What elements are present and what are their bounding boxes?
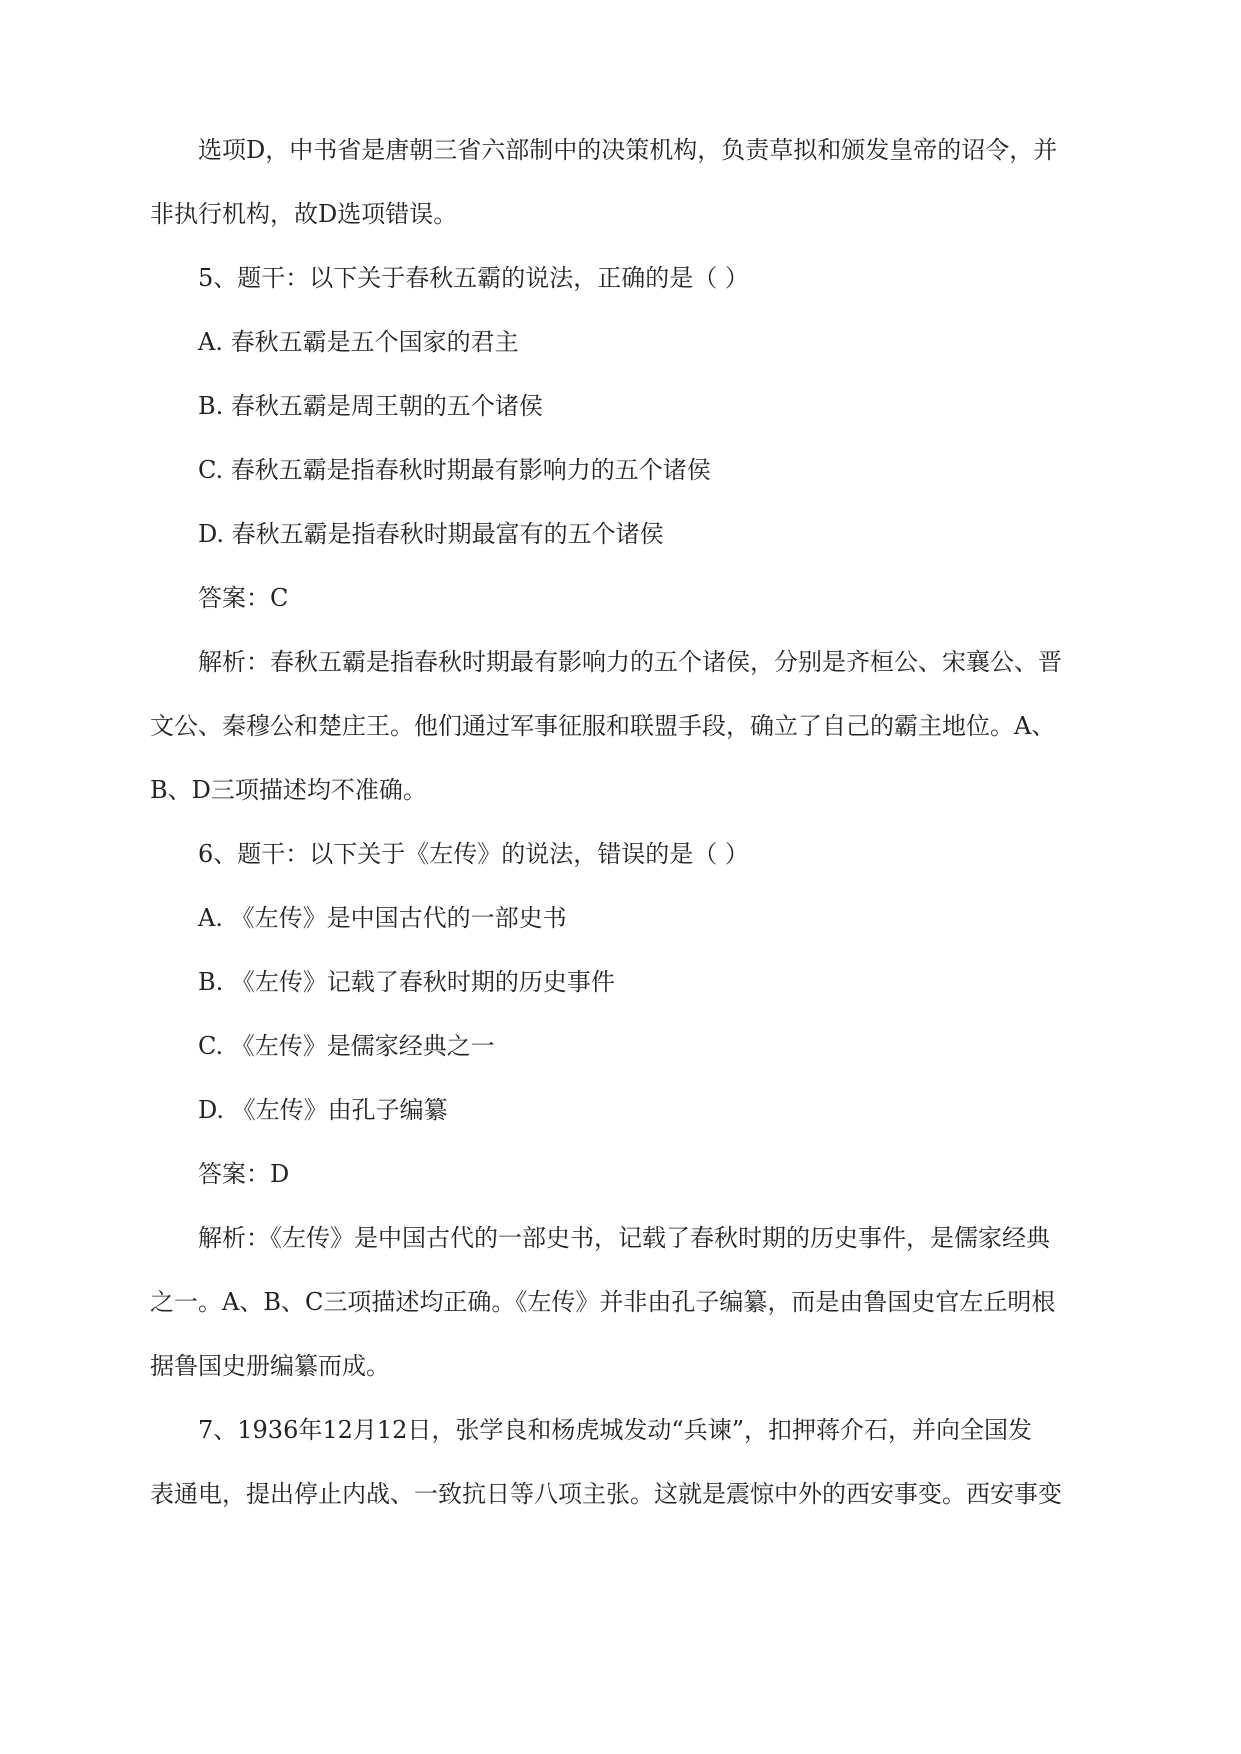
question-stem: 6、题干：以下关于《左传》的说法，错误的是（ ） (198, 840, 749, 868)
question-stem: 5、题干：以下关于春秋五霸的说法，正确的是（ ） (198, 264, 749, 292)
analysis-line: 解析：春秋五霸是指春秋时期最有影响力的五个诸侯，分别是齐桓公、宋襄公、晋 (198, 648, 1062, 676)
option-c: C. 春秋五霸是指春秋时期最有影响力的五个诸侯 (198, 456, 711, 484)
document-text (150, 134, 1092, 1542)
answer: 答案：C (198, 584, 289, 612)
answer: 答案：D (198, 1160, 290, 1188)
option-d: D. 春秋五霸是指春秋时期最富有的五个诸侯 (198, 520, 664, 548)
analysis-line: B、D三项描述均不准确。 (150, 776, 427, 804)
option-b: B. 《左传》记载了春秋时期的历史事件 (198, 968, 615, 996)
question-stem: 7、1936年12月12日，张学良和杨虎城发动“兵谏”，扣押蒋介石，并向全国发 (198, 1416, 1032, 1444)
question-stem-line: 表通电，提出停止内战、一致抗日等八项主张。这就是震惊中外的西安事变。西安事变 (150, 1480, 1062, 1508)
option-a: A. 春秋五霸是五个国家的君主 (198, 328, 519, 356)
option-d: D. 《左传》由孔子编纂 (198, 1096, 448, 1124)
analysis-line: 解析：《左传》是中国古代的一部史书，记载了春秋时期的历史事件，是儒家经典 (198, 1224, 1050, 1252)
paragraph-line: 非执行机构，故D选项错误。 (150, 200, 458, 228)
analysis-line: 之一。A、B、C三项描述均正确。《左传》并非由孔子编纂，而是由鲁国史官左丘明根 (150, 1288, 1056, 1316)
analysis-line: 据鲁国史册编纂而成。 (150, 1352, 390, 1380)
analysis-line: 文公、秦穆公和楚庄王。他们通过军事征服和联盟手段，确立了自己的霸主地位。A、 (150, 712, 1056, 740)
option-a: A. 《左传》是中国古代的一部史书 (198, 904, 567, 932)
paragraph-line: 选项D，中书省是唐朝三省六部制中的决策机构，负责草拟和颁发皇帝的诏令，并 (198, 136, 1058, 164)
option-b: B. 春秋五霸是周王朝的五个诸侯 (198, 392, 543, 420)
option-c: C. 《左传》是儒家经典之一 (198, 1032, 495, 1060)
